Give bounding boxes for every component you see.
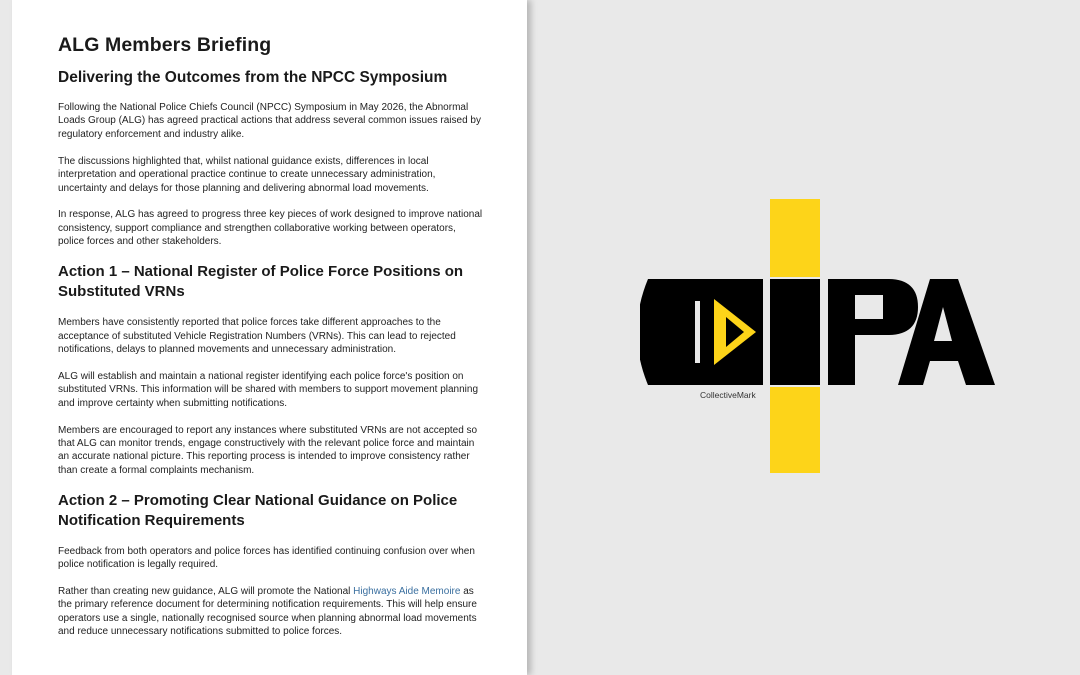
action-2-paragraph-1: Feedback from both operators and police forces has identified continuing confusion over when police notification is legally required. xyxy=(58,545,475,571)
action-2-text-after-link: as the primary reference document for determining notification requirements. This will help ensure operators use a single, nationally recognised source when planning abnormal load movements and reduce unnecessary notifications submitted to police forces. xyxy=(58,586,477,638)
logo-letter-i xyxy=(770,279,820,385)
intro-paragraph-3: In response, ALG has agreed to progress three key pieces of work designed to improve national consistency, support compliance and strengthen collaborative working between operators, police forces and other stakeholders. xyxy=(58,209,483,248)
intro-paragraph-2: The discussions highlighted that, whilst national guidance exists, differences in local interpretation and operational practice continue to create unnecessary administration, uncertainty and delays for those planning and delivering abnormal load movements. xyxy=(58,155,436,194)
logo-letter-p-counter xyxy=(855,295,883,319)
action-2-text-before-link: Rather than creating new guidance, ALG will promote the National xyxy=(58,586,354,598)
action-2-heading: Action 2 – Promoting Clear National Guidance on Police Notification Requirements xyxy=(58,491,458,529)
logo-yellow-bar-bottom xyxy=(770,387,820,473)
action-1-paragraph-1: Members have consistently reported that police forces take different approaches to the acceptance of substituted Vehicle Registration Numbers (VRNs). This can lead to rejected notifications, delays to planned movements and unnecessary administration. xyxy=(58,317,456,355)
cipa-logo-graphic xyxy=(640,195,1000,480)
action-2-paragraph-2 xyxy=(58,585,483,639)
logo-yellow-bar-top xyxy=(770,199,820,277)
cipa-logo xyxy=(640,195,1000,480)
action-1-heading: Action 1 – National Register of Police Force Positions on Substituted VRNs xyxy=(58,263,464,301)
document-subtitle: Delivering the Outcomes from the NPCC Symposium xyxy=(58,69,448,86)
action-1-paragraph-3: Members are encouraged to report any instances where substituted VRNs are not accepted so that ALG can monitor trends, engage constructively with the relevant police force and maintain an accurate national picture. This reporting process is intended to improve consistency rather than create a formal complaints mechanism. xyxy=(58,424,478,476)
intro-paragraph-1: Following the National Police Chiefs Council (NPCC) Symposium in May 2026, the Abnormal Loads Group (ALG) has agreed practical actions that address several common issues raised by regulatory enforcement and industry alike. xyxy=(58,102,481,140)
document-body xyxy=(58,34,483,652)
action-1-paragraph-2: ALG will establish and maintain a national register identifying each police force's position on substituted VRNs. This information will be shared with members to support movement planning and improve certainty when submitting notifications. xyxy=(58,370,479,409)
logo-caption: CollectiveMark xyxy=(700,390,756,400)
logo-letter-c-round xyxy=(640,279,648,385)
highways-aide-memoire-link[interactable]: Highways Aide Memoire xyxy=(353,586,461,598)
document-page xyxy=(12,0,527,675)
document-title: ALG Members Briefing xyxy=(58,34,272,56)
